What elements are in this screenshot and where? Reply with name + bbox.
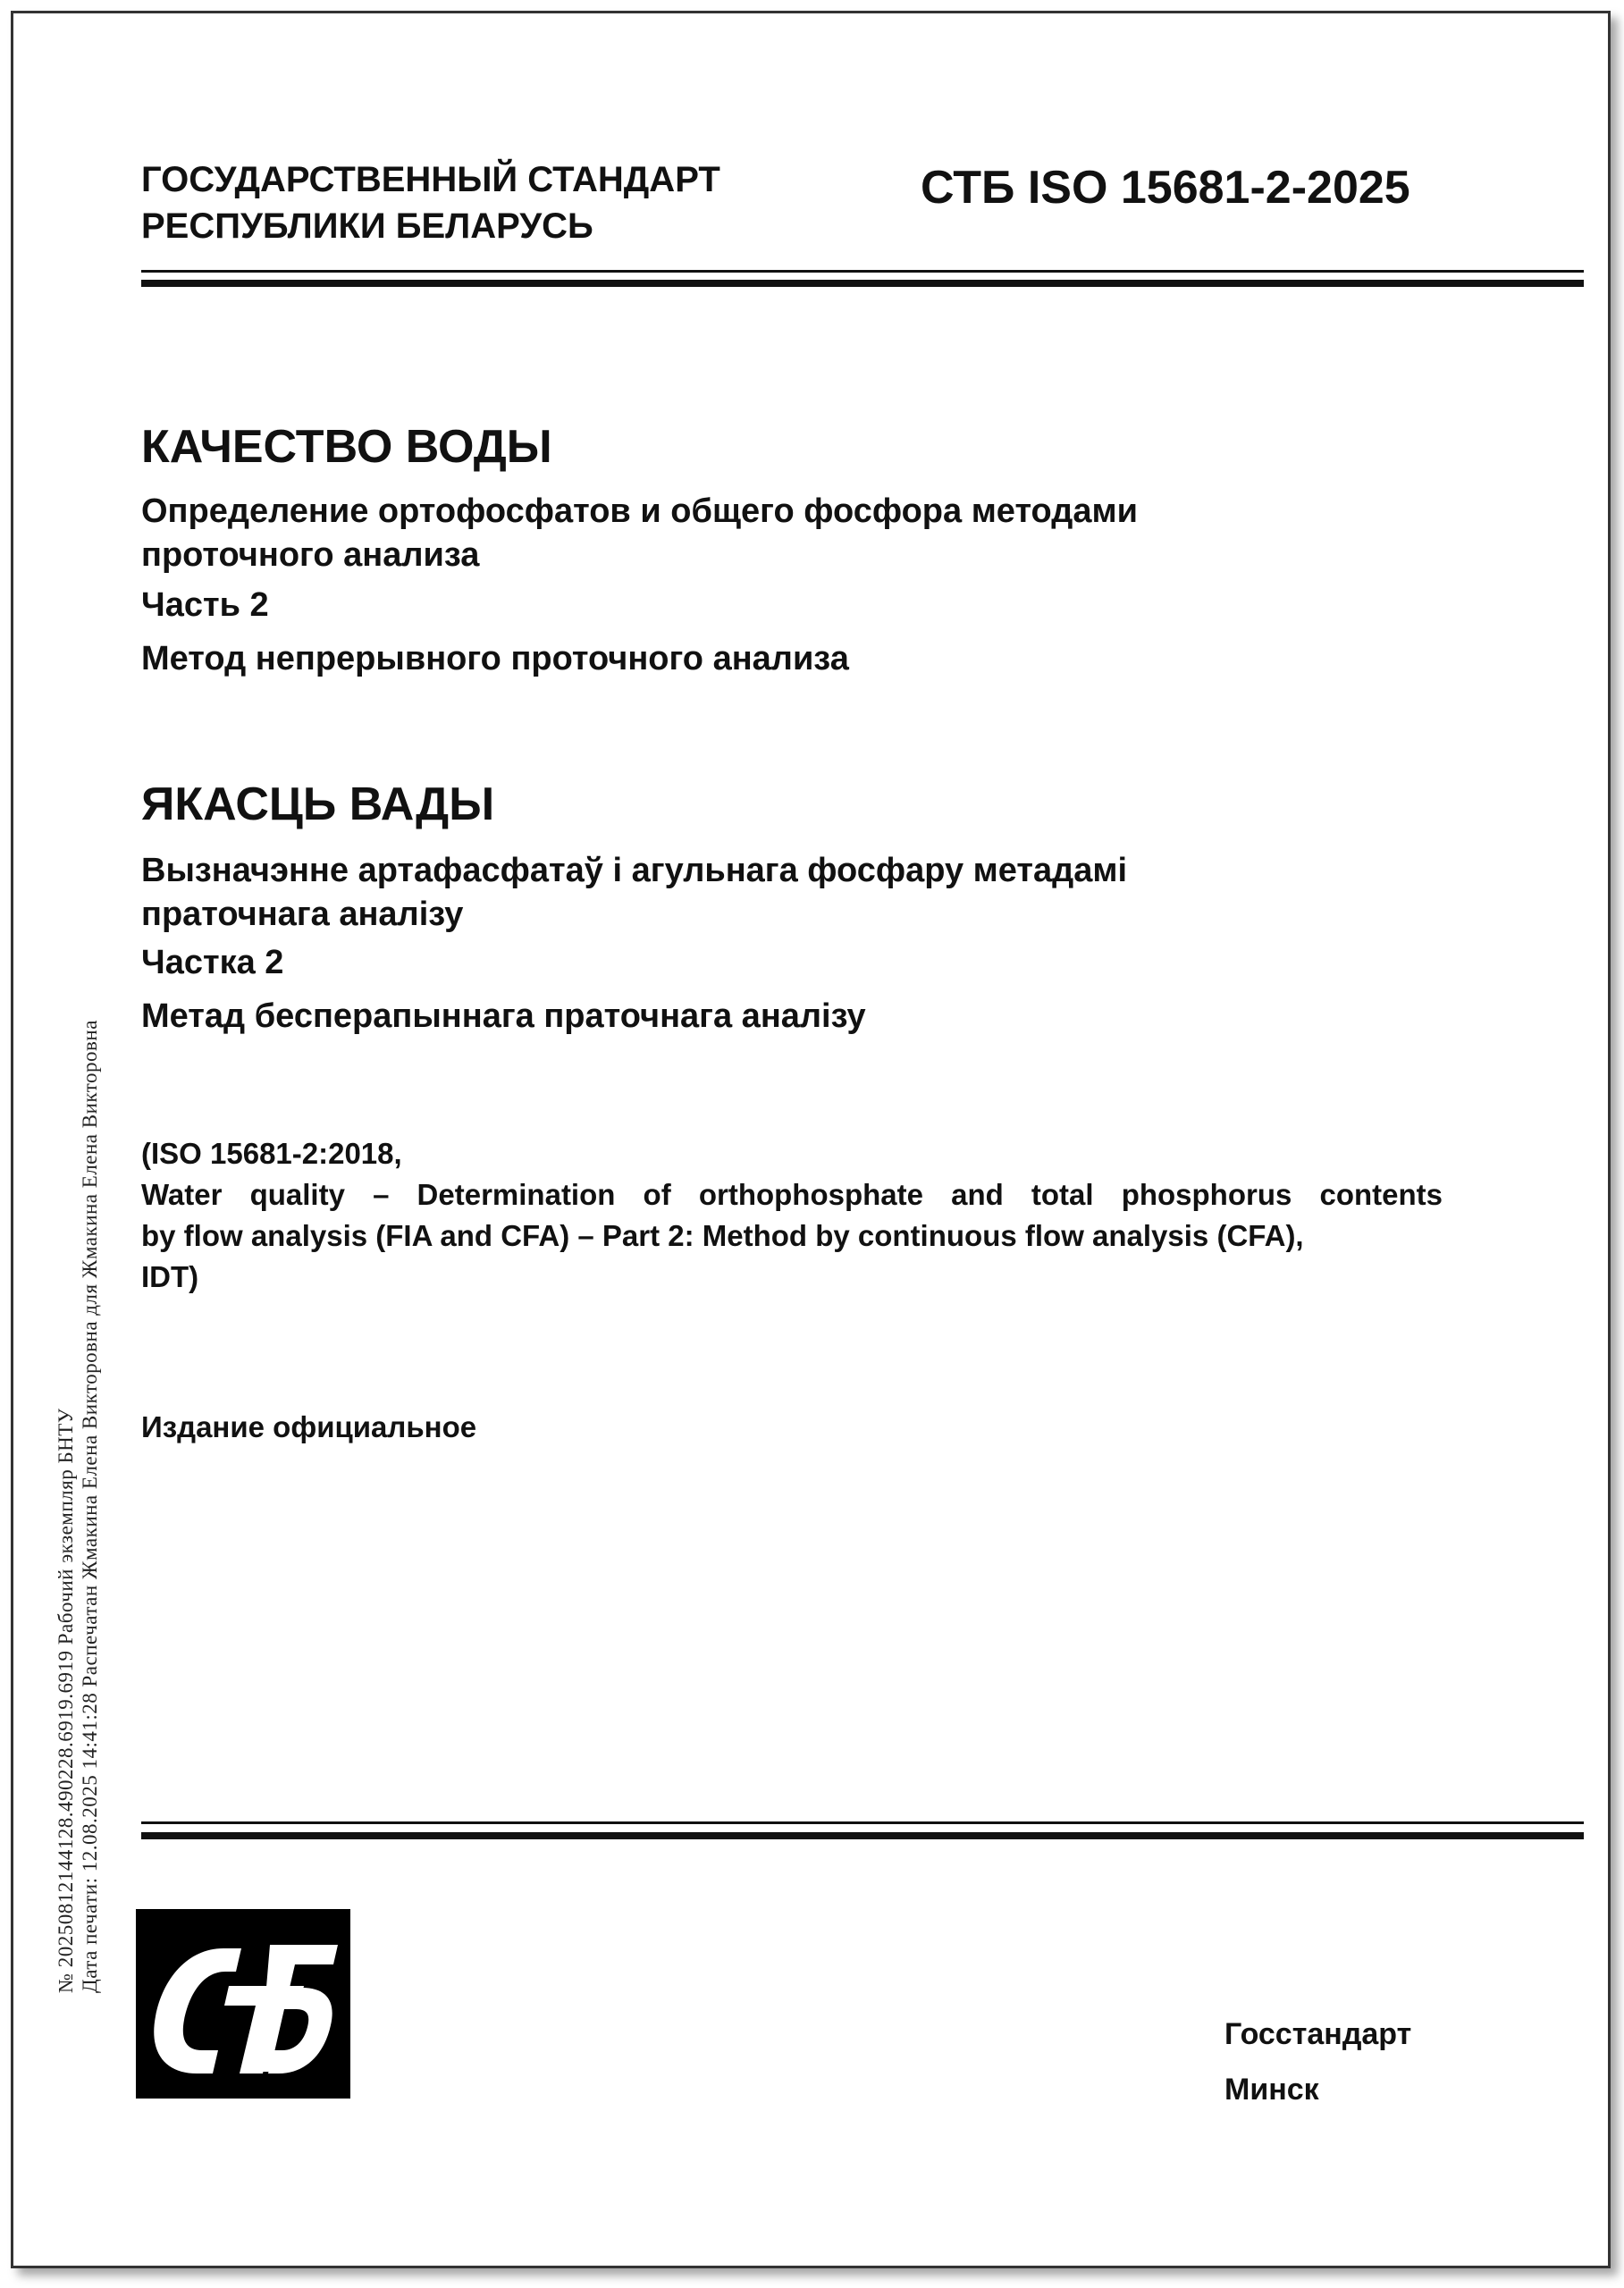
international-line4: IDT) [141,1260,199,1293]
russian-subtitle-line1: Определение ортофосфатов и общего фосфора методами [141,492,1138,530]
footer-divider-thin [141,1821,1584,1824]
stb-logo-graphic [136,1909,350,2099]
russian-part-title: Метод непрерывного проточного анализа [141,640,849,677]
state-standard-line1: ГОСУДАРСТВЕННЫЙ СТАНДАРТ [141,160,720,199]
footer-divider-thick [141,1832,1584,1839]
belarusian-title: ЯКАСЦЬ ВАДЫ [141,778,495,830]
international-line1: (ISO 15681-2:2018, [141,1137,402,1170]
russian-title: КАЧЕСТВО ВОДЫ [141,421,552,473]
international-line2: Water quality – Determination of orthophosphate and total phosphorus contents [141,1178,1443,1211]
publisher-block [1224,2006,1411,2117]
belarusian-subtitle-line2: праточнага аналізу [141,896,464,933]
print-watermark-line2: Дата печати: 12.08.2025 14:41:28 Распечатан Жмакина Елена Викторовна для Жмакина Елена Викторовна [79,1020,101,1993]
belarusian-part: Частка 2 [141,944,284,981]
print-watermark [54,635,102,1993]
russian-subtitle [141,490,1482,577]
publisher-name: Госстандарт [1224,2017,1412,2051]
print-watermark-line1: № 20250812144128.490228.6919.6919 Рабочий экземпляр БНТУ [55,1408,77,1993]
russian-part: Часть 2 [141,586,269,624]
official-edition-label: Издание официальное [141,1410,477,1443]
state-standard-line2: РЕСПУБЛИКИ БЕЛАРУСЬ [141,206,593,246]
header-divider-thin [141,270,1584,273]
header-divider-thick [141,280,1584,287]
belarusian-subtitle [141,849,1482,937]
publisher-city: Минск [1224,2073,1319,2107]
stb-logo-icon [136,1909,350,2099]
state-standard-heading [141,156,720,249]
international-line3: by flow analysis (FIA and CFA) – Part 2: Method by continuous flow analysis (CFA), [141,1219,1304,1252]
belarusian-subtitle-line1: Вызначэнне артафасфатаў і агульнага фосфару метадамі [141,852,1128,889]
international-reference [141,1133,1443,1298]
standard-designation: СТБ ISO 15681-2-2025 [921,162,1410,214]
belarusian-part-title: Метад бесперапыннага праточнага аналізу [141,997,866,1035]
russian-subtitle-line2: проточного анализа [141,536,480,574]
